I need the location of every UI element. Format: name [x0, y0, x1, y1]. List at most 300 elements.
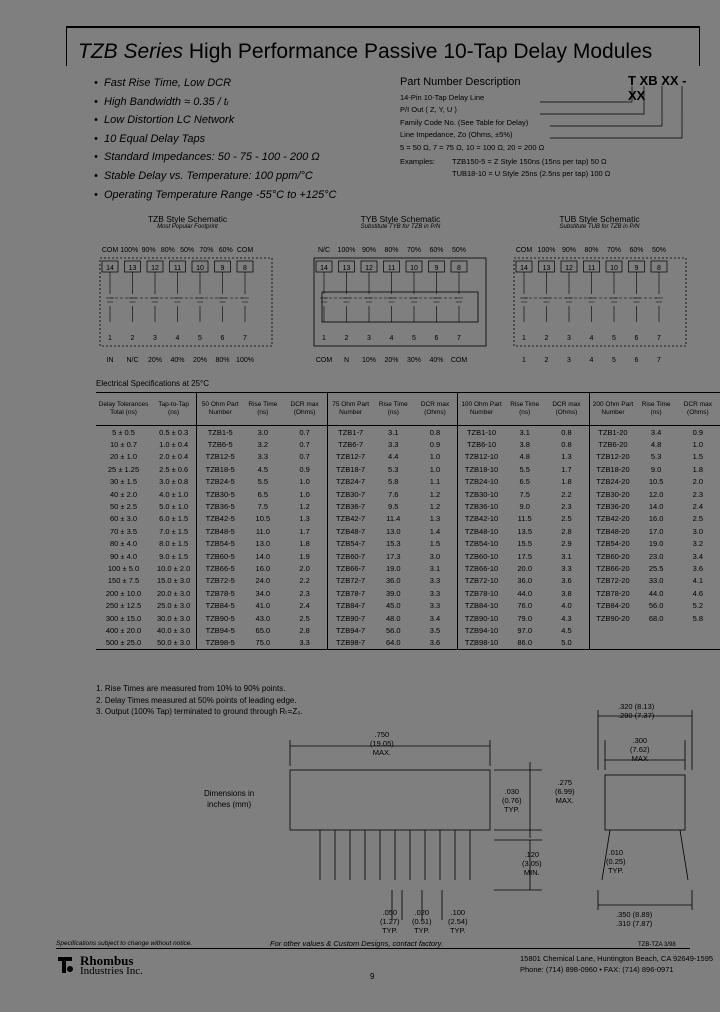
table-cell: TZB12-20	[589, 451, 636, 463]
table-cell: 45.0	[385, 601, 401, 611]
brand-line: Rhombus	[80, 953, 134, 968]
electrical-heading: Electrical Specifications at 25°C	[96, 379, 210, 388]
pin-number: 10	[610, 265, 618, 272]
notes	[96, 683, 303, 718]
table-cell: 17.3	[385, 551, 401, 561]
tub-schematic	[514, 247, 686, 364]
title-frame-left	[66, 26, 67, 66]
table-cell: TZB98-10	[458, 637, 505, 650]
table-cell: TZB60-5	[197, 550, 243, 562]
tap-label: 6	[634, 357, 639, 364]
tap-label: 100%	[337, 247, 356, 254]
table-cell: 90 ± 4.0	[109, 551, 138, 561]
table-cell: 0.5 ± 0.3	[159, 427, 189, 437]
column-header: 75 Ohm Part Number	[327, 393, 373, 426]
table-cell: 33.0	[648, 576, 664, 586]
table-cell: 5.5	[257, 477, 269, 487]
pin-number: 8	[243, 265, 247, 272]
table-cell: 5.2	[692, 601, 704, 611]
dim-pitch	[380, 908, 400, 935]
table-cell: 19.0	[385, 563, 401, 573]
dim-label-line: inches (mm)	[207, 800, 252, 809]
table-cell: 6.5	[519, 477, 530, 487]
dim-width-body	[630, 736, 650, 763]
tap-label: COM	[515, 247, 533, 254]
tap-wire	[365, 272, 373, 322]
tap-label: 40%	[429, 357, 444, 364]
tap-label: 20%	[192, 357, 208, 364]
table-cell: 20 ± 1.0	[109, 452, 138, 462]
table-cell: 5.3	[388, 464, 399, 474]
dimensions-label	[204, 788, 254, 810]
table-cell: TZB12-7	[327, 451, 373, 463]
table-cell: 1.2	[299, 502, 310, 512]
table-cell: 30.0 ± 3.0	[156, 613, 191, 623]
table-cell: TZB42-20	[589, 513, 636, 525]
table-cell: TZB1-20	[589, 426, 636, 439]
title-frame-top	[66, 26, 700, 28]
table-cell: TZB84-10	[458, 599, 505, 611]
page-title	[78, 40, 652, 64]
feature-list	[104, 74, 337, 204]
tap-label: N/C	[317, 247, 331, 254]
dim-value: .750	[374, 730, 390, 739]
spec-note: Specifications subject to change without notice.	[56, 940, 193, 947]
pin-number: 11	[173, 265, 182, 272]
column-header: Rise Time (ns)	[378, 401, 408, 416]
table-cell: 2.0 ± 0.4	[159, 452, 189, 462]
tap-label: 2	[544, 357, 549, 364]
table-cell: TZB6-10	[458, 438, 505, 450]
table-cell: TZB60-20	[589, 550, 636, 562]
table-cell: 2.9	[561, 539, 572, 549]
table-cell: 1.4	[429, 526, 441, 536]
table-cell: TZB48-10	[458, 525, 505, 537]
table-cell: 44.0	[517, 588, 532, 598]
dim-value: .010	[608, 848, 624, 857]
table-cell: 3.3	[299, 638, 310, 648]
table-row	[96, 538, 720, 550]
table-cell: TZB84-20	[589, 599, 636, 611]
table-cell: 5 ± 0.5	[112, 427, 135, 437]
table-cell: TZB30-20	[589, 488, 636, 500]
table-cell: 3.3	[561, 563, 572, 573]
tap-wire	[543, 272, 551, 322]
pin-number: 10	[410, 265, 418, 272]
table-cell: 9.5	[388, 502, 399, 512]
table-cell: TZB66-20	[589, 562, 636, 574]
table-cell: TZB90-7	[327, 612, 373, 624]
table-cell: 11.4	[386, 514, 401, 524]
schematic-subtitle: Most Popular Footprint	[157, 224, 218, 230]
tap-label: 60%	[218, 247, 233, 254]
table-cell: TZB18-5	[197, 463, 243, 475]
table-cell: 20.0	[517, 563, 532, 573]
dim-value: (19.05)	[370, 739, 394, 748]
table-cell: 11.5	[517, 514, 532, 524]
dim-value: TYP.	[503, 805, 520, 814]
pn-line: Family Code No. (See Table for Delay)	[400, 117, 529, 127]
note-item: 3. Output (100% Tap) terminated to ground through Rₜ=Z₀.	[96, 707, 303, 716]
dim-value: .030	[504, 787, 520, 796]
table-cell: TZB78-5	[197, 587, 243, 599]
pin-number: 6	[220, 335, 225, 342]
table-cell: 1.7	[561, 464, 572, 474]
table-cell: 80 ± 4.0	[109, 539, 138, 549]
tap-label: 5	[612, 357, 616, 364]
pin-number: 6	[434, 335, 439, 342]
table-cell: 1.0	[692, 440, 704, 450]
tap-label: 4	[589, 357, 594, 364]
table-cell: 7.5	[519, 489, 530, 499]
tub-schematic-title	[512, 214, 687, 230]
tap-wire	[588, 272, 596, 322]
pin-number: 5	[612, 335, 616, 342]
tap-wire	[388, 272, 396, 322]
title-frame-right	[699, 26, 700, 66]
dim-value: MIN.	[523, 868, 540, 877]
table-cell: 30 ± 1.5	[109, 477, 138, 487]
table-cell: 14.0	[648, 502, 664, 512]
table-cell: 2.3	[692, 489, 704, 499]
table-cell: 4.8	[519, 452, 530, 462]
module-body-end	[605, 775, 685, 830]
column-header: DCR max (Ohms)	[683, 401, 712, 416]
tap-wire	[196, 272, 204, 322]
tap-label: 60%	[629, 247, 644, 254]
table-cell: 100 ± 5.0	[107, 563, 140, 573]
table-cell: TZB66-10	[458, 562, 505, 574]
table-cell: TZB90-5	[197, 612, 243, 624]
schematic-title: TZB Style Schematic	[147, 214, 228, 224]
column-header: 50 Ohm Part Number	[197, 393, 243, 426]
table-row	[96, 451, 720, 463]
table-cell: TZB72-5	[197, 575, 243, 587]
table-cell: 9.0	[519, 502, 530, 512]
table-cell: TZB42-7	[327, 513, 373, 525]
tzb-schematic-title	[100, 214, 275, 230]
table-cell	[589, 637, 636, 650]
table-cell: 2.5 ± 0.6	[159, 464, 189, 474]
table-cell: 0.9	[692, 427, 704, 437]
pin-number: 5	[412, 335, 416, 342]
example-line: TZB150-5 = Z Style 150ns (15ns per tap) 50 Ω	[452, 157, 607, 167]
table-cell: 0.8	[561, 440, 572, 450]
table-cell: 10.0 ± 2.0	[156, 563, 191, 573]
table-cell: 500 ± 25.0	[105, 638, 142, 648]
table-cell	[676, 624, 720, 636]
tap-label: 70%	[606, 247, 622, 254]
table-cell: 2.5	[692, 514, 704, 524]
table-row	[96, 525, 720, 537]
tap-wire	[565, 272, 573, 322]
tap-wire	[520, 272, 528, 322]
tap-wire	[151, 272, 159, 322]
tap-wire	[433, 272, 441, 322]
table-cell: 16.0	[648, 514, 664, 524]
column-header: Rise Time (ns)	[248, 401, 278, 416]
table-row	[96, 500, 720, 512]
tap-label: 3	[567, 357, 571, 364]
table-cell: 1.5	[692, 452, 704, 462]
table-cell: 50 ± 2.5	[109, 502, 138, 512]
table-cell: TZB94-5	[197, 624, 243, 636]
table-cell	[676, 637, 720, 650]
pin-number: 8	[457, 265, 461, 272]
table-cell: 4.3	[561, 613, 572, 623]
table-cell: 300 ± 15.0	[105, 613, 142, 623]
table-cell: 2.4	[692, 502, 704, 512]
dim-standoff	[502, 787, 522, 814]
pin-number: 9	[220, 265, 225, 272]
tap-wire	[633, 272, 641, 322]
table-cell: 13.0	[385, 526, 401, 536]
tap-label: 80%	[584, 247, 599, 254]
dim-value: .350 (8.89)	[616, 910, 653, 919]
tap-label: 90%	[361, 247, 377, 254]
table-cell: TZB84-7	[327, 599, 373, 611]
table-cell: 56.0	[385, 625, 401, 635]
table-cell: 56.0	[648, 601, 664, 611]
table-cell: TZB54-20	[589, 538, 636, 550]
pin-number: 12	[565, 265, 573, 272]
table-row	[96, 476, 720, 488]
table-cell: 75.0	[255, 638, 271, 648]
table-cell: 3.1	[561, 551, 572, 561]
column-header: 200 Ohm Part Number	[589, 393, 636, 426]
table-cell: 3.4	[692, 551, 704, 561]
dim-value: MAX	[631, 754, 648, 763]
table-cell: 79.0	[517, 613, 532, 623]
table-cell: 1.1	[429, 477, 441, 487]
table-cell: 3.8	[561, 588, 572, 598]
table-cell: 1.8	[561, 477, 572, 487]
tap-label: N/C	[126, 357, 139, 364]
tap-label: COM	[315, 357, 333, 364]
example-line: TUB18-10 = U Style 25ns (2.5ns per tap) 100 Ω	[452, 169, 611, 179]
table-cell: 3.2	[257, 440, 269, 450]
feature-item: • Low Distortion LC Network	[104, 111, 337, 130]
table-cell: 60 ± 3.0	[109, 514, 138, 524]
table-cell: 3.3	[429, 576, 441, 586]
table-cell: 3.4	[650, 427, 662, 437]
table-cell: 10 ± 0.7	[109, 440, 138, 450]
table-cell: 97.0	[517, 625, 532, 635]
table-cell: 3.0 ± 0.8	[159, 477, 189, 487]
table-cell: 86.0	[517, 638, 532, 648]
table-cell: 4.4	[388, 452, 399, 462]
table-cell: 4.0	[561, 601, 572, 611]
table-cell: 3.1	[388, 427, 399, 437]
tap-wire	[106, 272, 114, 322]
table-cell: TZB12-10	[458, 451, 505, 463]
table-cell: 5.0	[561, 638, 572, 648]
table-cell: TZB84-5	[197, 599, 243, 611]
table-cell: TZB90-10	[458, 612, 505, 624]
table-cell: TZB98-5	[197, 637, 243, 650]
feature-item: • Fast Rise Time, Low DCR	[104, 74, 337, 93]
pn-line: P/I Out ( Z, Y, U )	[400, 105, 457, 115]
tap-label: 7	[657, 357, 661, 364]
table-cell: 3.3	[429, 601, 441, 611]
column-header: Tap-to-Tap (ns)	[158, 401, 189, 416]
table-cell: 250 ± 12.5	[105, 601, 142, 611]
table-cell: 44.0	[648, 588, 664, 598]
tap-label: 100%	[120, 247, 139, 254]
table-cell: TZB98-7	[327, 637, 373, 650]
table-row	[96, 438, 720, 450]
table-cell	[636, 624, 675, 636]
dim-lead-width	[412, 908, 432, 935]
table-cell: TZB66-5	[197, 562, 243, 574]
note-item: 2. Delay Times measured at 50% points of leading edge.	[96, 695, 297, 705]
table-cell: 10.5	[648, 477, 664, 487]
tap-label: N	[343, 357, 350, 364]
dim-value: .320 (8.13)	[618, 702, 655, 711]
table-row	[96, 612, 720, 624]
pin-number: 3	[153, 335, 157, 342]
table-cell: 1.8	[299, 539, 310, 549]
dim-value: .100	[450, 908, 466, 917]
custom-note: For other values & Custom Designs, contact factory.	[270, 939, 443, 948]
tyb-schematic	[314, 247, 486, 364]
table-cell: 11.0	[255, 526, 270, 536]
table-cell: 14.0	[255, 551, 271, 561]
feature-item: • Standard Impedances: 50 - 75 - 100 - 200 Ω	[104, 148, 337, 167]
table-cell: 1.0	[429, 452, 441, 462]
dim-value: (2.54)	[448, 917, 468, 926]
pin-number: 2	[544, 335, 549, 342]
tap-label: 80%	[215, 357, 230, 364]
dim-value: .120	[524, 850, 540, 859]
pin-number: 6	[634, 335, 639, 342]
pin-number: 4	[389, 335, 394, 342]
table-cell: TZB36-10	[458, 500, 505, 512]
table-cell: 2.3	[299, 588, 310, 598]
table-cell: 2.2	[561, 489, 572, 499]
tap-wire	[410, 272, 418, 322]
tap-label: 100%	[236, 357, 254, 364]
tap-label: 20%	[147, 357, 163, 364]
table-cell: 13.5	[517, 526, 532, 536]
table-cell: TZB72-10	[458, 575, 505, 587]
table-cell: 400 ± 20.0	[105, 625, 142, 635]
table-cell: 17.0	[648, 526, 664, 536]
tap-label: COM	[450, 357, 468, 364]
feature-item: • High Bandwidth ≈ 0.35 / tᵣ	[104, 93, 337, 112]
pin-number: 14	[106, 265, 114, 272]
table-cell: 2.8	[299, 625, 310, 635]
table-cell: TZB72-20	[589, 575, 636, 587]
dim-label-line: Dimensions in	[204, 789, 255, 798]
table-cell: TZB24-20	[589, 476, 636, 488]
tap-wire	[129, 272, 137, 322]
table-cell: TZB1-10	[458, 426, 505, 439]
table-cell: 1.9	[299, 551, 310, 561]
table-cell: 1.0 ± 0.4	[159, 440, 189, 450]
dim-height	[555, 778, 575, 805]
table-cell: 3.0	[429, 551, 441, 561]
pin-number: 13	[128, 265, 137, 272]
table-cell: 4.0 ± 1.0	[159, 489, 189, 499]
dim-value: MAX.	[372, 748, 392, 757]
table-cell: TZB18-20	[589, 463, 636, 475]
table-cell: 64.0	[385, 638, 401, 648]
note-item: 1. Rise Times are measured from 10% to 90% points.	[96, 684, 286, 693]
tap-label: 60%	[429, 247, 444, 254]
dim-value: (7.62)	[630, 745, 650, 754]
tap-wire	[343, 272, 351, 322]
table-cell: 76.0	[517, 601, 532, 611]
table-cell: 40 ± 2.0	[109, 489, 138, 499]
table-cell: TZB42-5	[197, 513, 243, 525]
table-cell: TZB30-10	[458, 488, 505, 500]
column-header: Rise Time (ns)	[510, 401, 540, 416]
table-cell: 3.1	[519, 427, 530, 437]
table-row	[96, 575, 720, 587]
part-number-description	[400, 73, 700, 179]
pin-number: 2	[344, 335, 349, 342]
dim-value: (3.05)	[522, 859, 542, 868]
table-cell: 1.2	[429, 489, 441, 499]
tap-label: 70%	[199, 247, 214, 254]
table-cell: TZB48-5	[197, 525, 243, 537]
table-cell: 15.0 ± 3.0	[156, 576, 191, 586]
pin-number: 9	[634, 265, 639, 272]
tzb-schematic	[100, 247, 272, 364]
table-cell: TZB24-5	[197, 476, 243, 488]
tap-wire	[219, 272, 227, 322]
pn-line: Line Impedance, Zo (Ohms, ±5%)	[400, 130, 513, 140]
tap-label: 1	[522, 357, 526, 364]
tap-wire	[241, 272, 249, 322]
feature-item: • 10 Equal Delay Taps	[104, 130, 337, 149]
table-cell: 2.0	[299, 563, 310, 573]
electrical-spec-table	[96, 392, 720, 650]
pin-number: 13	[342, 265, 351, 272]
table-row	[96, 513, 720, 525]
tap-label: 80%	[384, 247, 399, 254]
schematic-subtitle: Substitute TUB for TZB in P/N	[559, 224, 640, 230]
table-cell: 5.8	[692, 613, 704, 623]
table-cell: 3.3	[257, 452, 269, 462]
pn-leader-lines	[400, 76, 700, 186]
table-cell: 65.0	[255, 625, 271, 635]
table-cell: 8.0 ± 1.5	[159, 539, 189, 549]
table-cell: 150 ± 7.5	[107, 576, 140, 586]
table-cell: 1.0	[429, 464, 441, 474]
tap-label: COM	[236, 247, 254, 254]
pin-number: 13	[542, 265, 551, 272]
table-cell: TZB24-10	[458, 476, 505, 488]
table-cell: 3.0	[257, 427, 269, 437]
pin-number: 12	[151, 265, 159, 272]
examples-label: Examples:	[400, 157, 436, 167]
tap-label: 30%	[406, 357, 422, 364]
table-cell: 0.8	[429, 427, 441, 437]
table-cell: 0.7	[299, 452, 310, 462]
tap-wire	[610, 272, 618, 322]
dim-value: TYP.	[413, 926, 430, 935]
table-cell: 4.5	[257, 464, 269, 474]
table-cell: 5.3	[650, 452, 662, 462]
pin-number: 7	[243, 335, 247, 342]
table-cell: 16.0	[255, 563, 271, 573]
schematic-title: TYB Style Schematic	[360, 214, 441, 224]
table-cell: 4.6	[692, 588, 704, 598]
table-cell: TZB66-7	[327, 562, 373, 574]
table-cell: TZB36-5	[197, 500, 243, 512]
